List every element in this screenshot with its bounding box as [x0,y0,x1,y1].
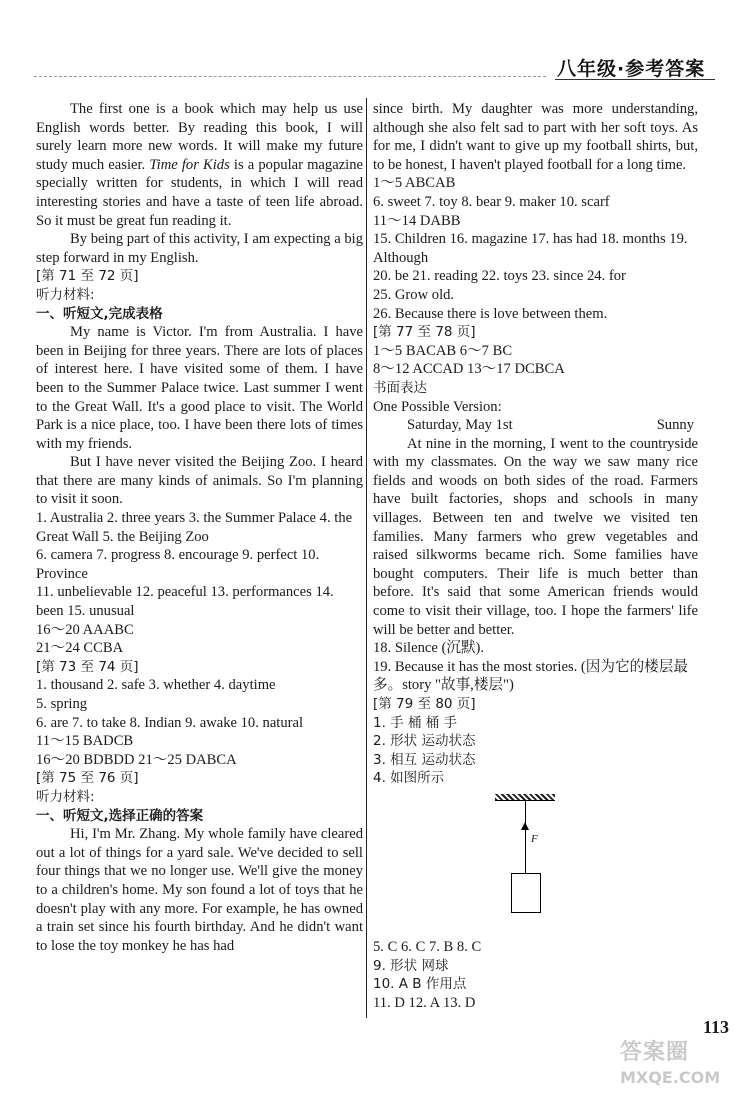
ceiling-hatch [495,794,555,801]
answer-line: 4. 如图所示 [373,770,445,787]
victor-paragraph-2: But I have never visited the Beijing Zoo. I heard that there are many kinds of animals. So I'm planning to visit it soon. [36,454,363,508]
answer-line: 11. D 12. A 13. D [373,994,476,1011]
answer-line: 25. Grow old. [373,286,455,303]
zhang-paragraph: Hi, I'm Mr. Zhang. My whole family have cleared out a lot of things for a yard sale. We've decided to sell four things that we no longer use. We'll give the money to a children's home. My son found a lot of toys that he doesn't play with any more. For example, he has owned a train set since his fourth birthday. And he didn't want to lose the toy monkey he has had [36,826,363,954]
answer-line: 3. 相互 运动状态 [373,751,476,768]
exercise-heading: 一、听短文,完成表格 [36,305,163,322]
hanging-block [511,873,541,913]
answer-line: 11. unbelievable 12. peaceful 13. performances 14. been 15. unusual [36,584,334,620]
answer-line: 9. 形状 网球 [373,957,449,974]
zhang-paragraph-continued: since birth. My daughter was more understanding, although she also felt sad to part with her soft toys. As for me, I didn't want to give up my football shirts, but, to be honest, I haven't played football for a long time. [373,101,698,173]
rope-line [525,801,526,873]
answer-line: 20. be 21. reading 22. toys 23. since 24. for [373,268,626,285]
answer-line: 2. 形状 运动状态 [373,733,476,750]
header-rule [34,76,546,77]
right-column [373,100,698,1012]
answer-line: 19. Because it has the most stories. (因为它的楼层最多。story "故事,楼层") [373,658,688,694]
answer-line: 21～24 CCBA [36,640,124,657]
diary-header [373,416,698,435]
section-heading-75: [第 75 至 76 页] [36,770,139,787]
answer-line: 15. Children 16. magazine 17. has had 18. months 19. Although [373,231,688,266]
answer-line: 1. 手 桶 桶 手 [373,714,458,731]
listening-label: 听力材料: [36,286,95,303]
watermark-logo: 答案圈 [620,1040,690,1065]
answer-line: 26. Because there is love between them. [373,305,608,322]
answer-line: 5. spring [36,696,88,712]
answer-line: 10. A B 作用点 [373,976,467,993]
diary-weather: Sunny [656,417,694,434]
listening-label: 听力材料: [36,788,95,805]
page-header-title: 八年级·参考答案 [557,58,706,80]
answer-line: 1～5 BACAB 6～7 BC [373,342,513,359]
answer-line: 18. Silence (沉默). [373,640,485,657]
answer-line: 1. thousand 2. safe 3. whether 4. daytime [36,677,276,694]
force-arrow-icon [521,822,529,830]
answer-line: 11～14 DABB [373,212,461,229]
paragraph-text: is a popular magazine specially written for students, in which I will read interesting stories and have a taste of teen life abroad. So it must be great fun reading it. [36,156,363,229]
section-heading-79: [第 79 至 80 页] [373,696,476,712]
answer-line: 6. sweet 7. toy 8. bear 9. maker 10. scarf [373,193,610,210]
possible-version-label: One Possible Version: [373,398,502,415]
force-label: F [531,832,538,845]
writing-label: 书面表达 [373,379,427,396]
answer-line: 6. camera 7. progress 8. encourage 9. perfect 10. Province [36,547,320,582]
answer-line: 5. C 6. C 7. B 8. C [373,938,482,955]
section-heading-73: [第 73 至 74 页] [36,658,139,675]
paragraph-book [36,100,363,230]
paragraph-text: The first one is a book which may help us use English words better. By reading this book, I will surely learn more new words. It will make my future study much easier. [36,101,363,173]
victor-paragraph-1: My name is Victor. I'm from Australia. I have been in Beijing for three years. There are lots of places of interest here. I have visited some of them. I have been to the Summer Palace twice. Last summer I went to the Great Wall. It's a good place to visit. The World Park is a nice place, too. I have been there lots of times with my friends. [36,324,363,452]
column-divider [366,98,367,1018]
page-number: 113 [703,1017,730,1037]
exercise-heading: 一、听短文,选择正确的答案 [36,807,204,824]
watermark-url: MXQE.COM [620,1068,721,1087]
answer-line: 16～20 AAABC [36,621,134,638]
answer-line: 11～15 BADCB [36,733,134,750]
diary-date: Saturday, May 1st [407,417,513,434]
magazine-title: Time for Kids [149,156,230,173]
left-column [36,100,363,955]
force-diagram [495,794,555,934]
answer-line: 16～20 BDBDD 21～25 DABCA [36,751,237,768]
answer-line: 1. Australia 2. three years 3. the Summer Palace 4. the Great Wall 5. the Beijing Zoo [36,510,353,545]
answer-line: 1～5 ABCAB [373,175,456,192]
diary-essay: At nine in the morning, I went to the countryside with my classmates. On the way we saw many rice fields and woods on both sides of the road. Farmers have built factories, shops and schools in many villages. Between ten and twelve we visited ten families. Many farmers who grew vegetables and raised silkworms became rich. Some families have bought computers. Their life is much better than before. It's said that some American friends would come to visit their village, too. I hope the farmers' life will be better and better. [373,435,698,638]
section-heading-71: [第 71 至 72 页] [36,268,139,285]
answer-line: 6. are 7. to take 8. Indian 9. awake 10. natural [36,714,304,731]
section-heading-77: [第 77 至 78 页] [373,324,476,341]
header-underline [555,79,715,80]
paragraph-activity: By being part of this activity, I am expecting a big step forward in my English. [36,231,363,266]
answer-line: 8～12 ACCAD 13～17 DCBCA [373,361,565,378]
